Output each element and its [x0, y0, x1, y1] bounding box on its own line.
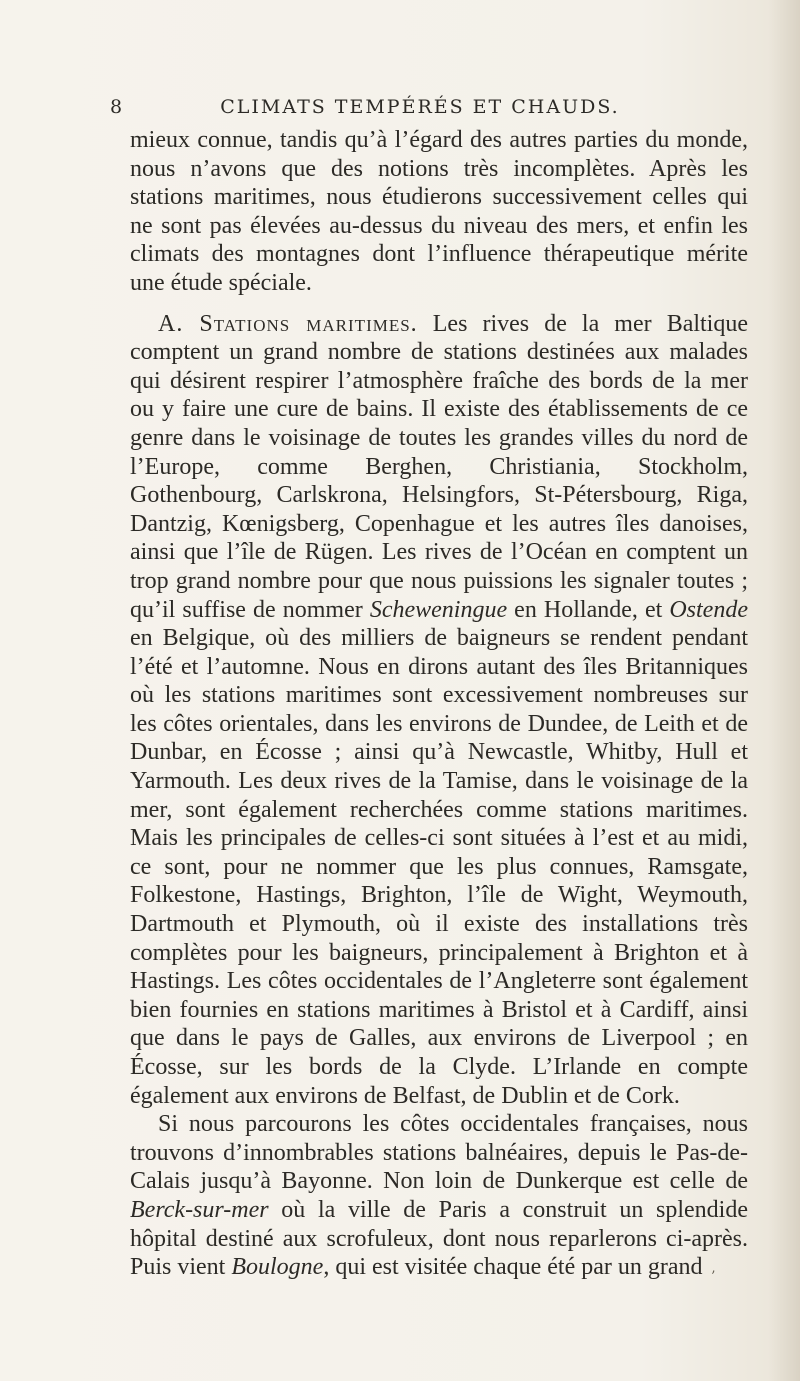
paragraph-2-text-2: en Hollande, et — [507, 596, 670, 623]
paragraph-3-text-2: où la ville de Paris a construit un splendide hôpital destiné aux scrofuleux, dont nous reparlerons ci-après. Puis vient — [130, 1196, 748, 1281]
stray-mark: ’ — [711, 1269, 716, 1285]
paragraph-3 — [130, 1110, 748, 1282]
place-ostende: Ostende — [669, 596, 748, 623]
paragraph-2-text-1: Les rives de la mer Baltique comptent un grand nombre de stations destinées aux malades qui désirent respirer l’atmosphère fraîche des bords de la mer ou y faire une cure de bains. Il existe des établissements de ce genre dans le voisinage de toutes les grandes villes du nord de l’Europe, comme Berghen, Christiania, Stockholm, Gothenbourg, Carlskrona, Helsingfors, St-Pétersbourg, Riga, Dantzig, Kœnigsberg, Copenhague et les autres îles danoises, ainsi que l’île de Rügen. Les rives de l’Océan en comptent un trop grand nombre pour que nous puissions les signaler toutes ; qu’il suffise de nommer — [130, 310, 749, 623]
paragraph-3-text-3: , qui est visitée chaque été par un grand — [323, 1254, 703, 1281]
place-boulogne: Boulogne — [231, 1254, 324, 1281]
page-header — [100, 92, 740, 122]
paragraph-3-text-1: Si nous parcourons les côtes occidentales françaises, nous trouvons d’innombrables stations balnéaires, depuis le Pas-de-Calais jusqu’à Bayonne. Non loin de Dunkerque est celle de — [130, 1111, 748, 1195]
body-text — [130, 126, 748, 1282]
place-scheweningue: Scheweningue — [369, 596, 508, 623]
running-title: CLIMATS TEMPÉRÉS ET CHAUDS. — [220, 96, 620, 118]
paragraph-2 — [130, 310, 748, 1111]
section-lead: A. Stations maritimes. — [158, 310, 418, 337]
paragraph-2-text-3: en Belgique, où des milliers de baigneurs se rendent pendant l’été et l’automne. Nous en dirons autant des îles Britanniques où les stations maritimes sont excessivement nombreuses sur les côtes orientales, dans les environs de Dundee, de Leith et de Dunbar, en Écosse ; ainsi qu’à Newcastle, Whitby, Hull et Yarmouth. Les deux rives de la Tamise, dans le voisinage de la mer, sont également recherchées comme stations maritimes. Mais les principales de celles-ci sont situées à l’est et au midi, ce sont, pour ne nommer que les plus connues, Ramsgate, Folkestone, Hastings, Brighton, l’île de Wight, Weymouth, Dartmouth et Plymouth, où il existe des installations très complètes pour les baigneurs, principalement à Brighton et à Hastings. Les côtes occidentales de l’Angleterre sont également bien fournies en stations maritimes à Bristol et à Cardiff, ainsi que dans le pays de Galles, aux environs de Liverpool ; en Écosse, sur les bords de la Clyde. L’Irlande en compte également aux environs de Belfast, de Dublin et de Cork. — [130, 625, 748, 1109]
page-number: 8 — [110, 96, 125, 118]
place-berck-sur-mer: Berck-sur-mer — [130, 1196, 269, 1223]
paragraph-1: mieux connue, tandis qu’à l’égard des autres parties du monde, nous n’avons que des notions très incomplètes. Après les stations maritimes, nous étudierons successivement celles qui ne sont pas élevées au-dessus du niveau des mers, et enfin les climats des montagnes dont l’influence thérapeutique mérite une étude spéciale. — [130, 127, 748, 296]
